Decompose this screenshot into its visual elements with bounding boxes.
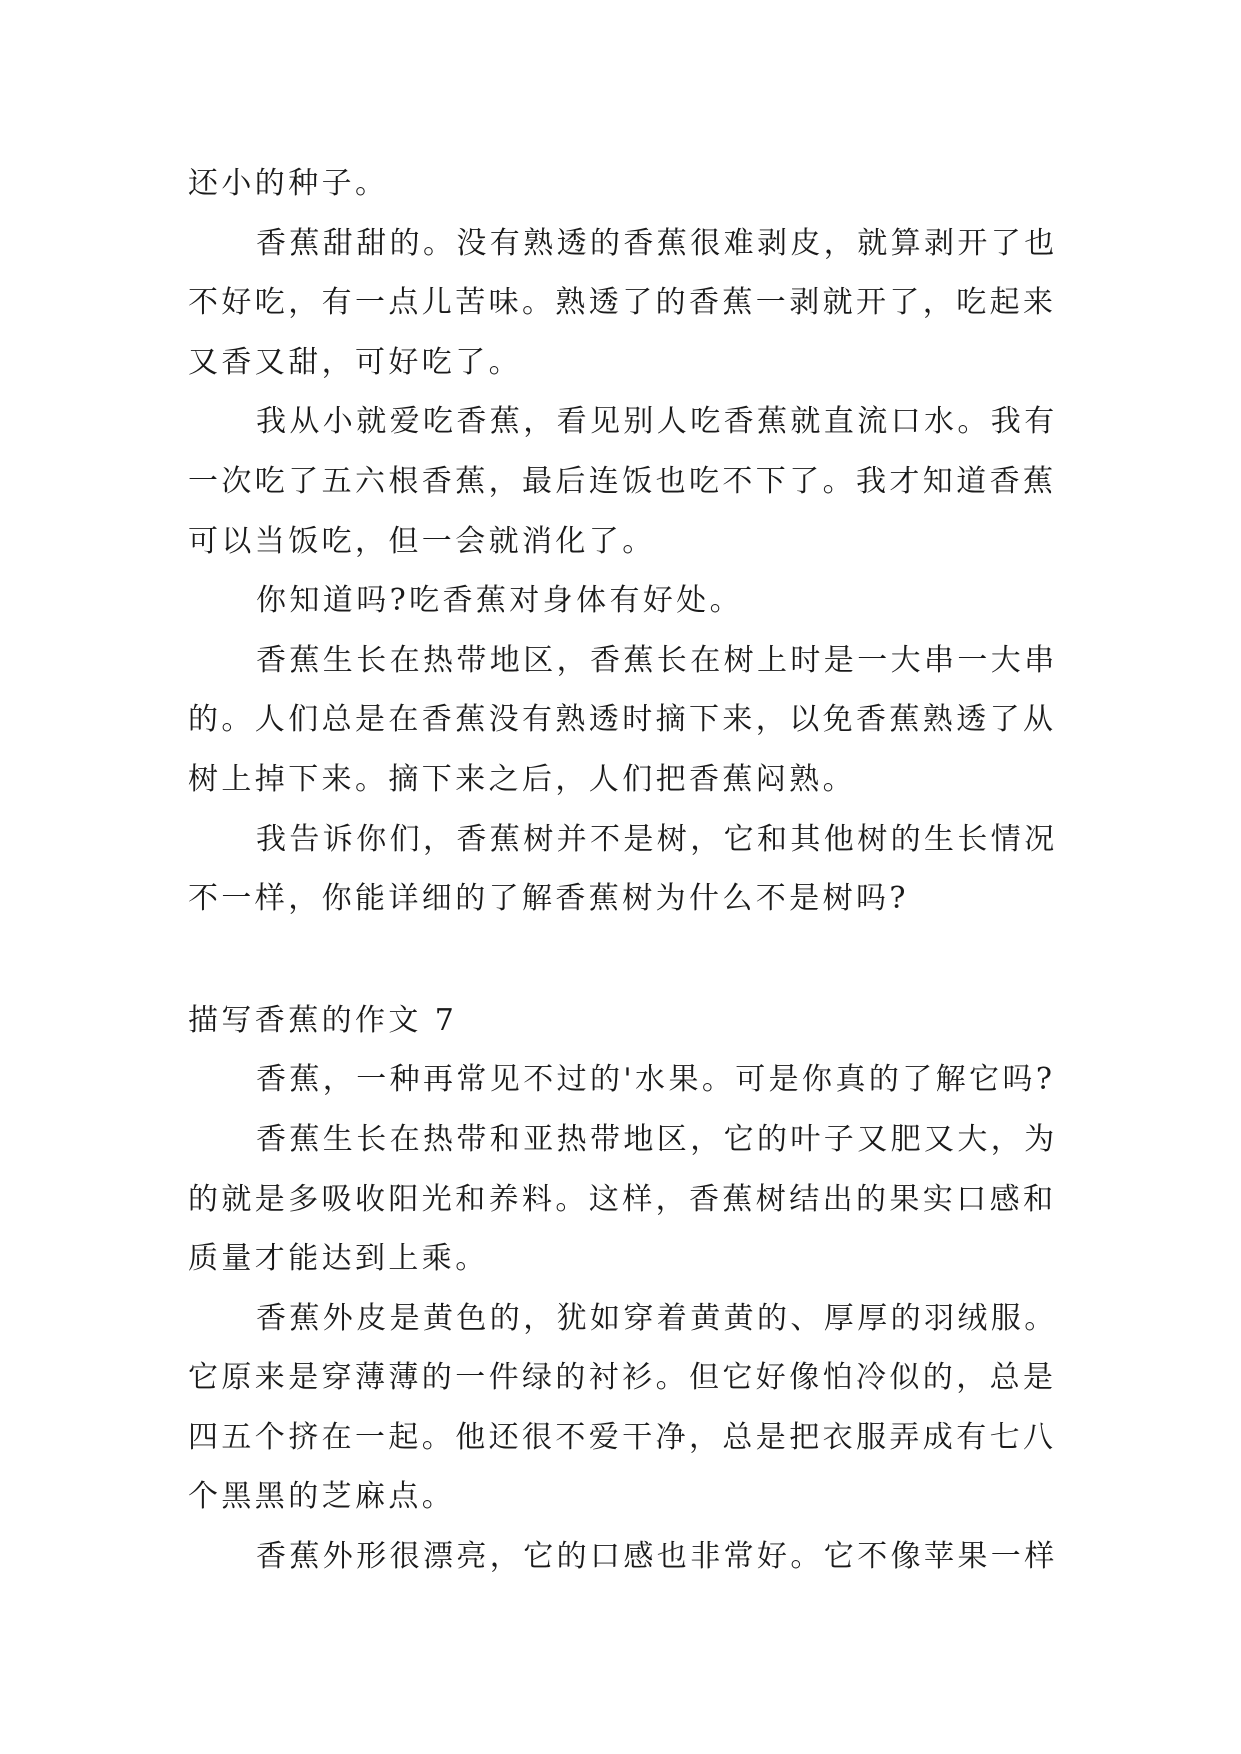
text-line: 一次吃了五六根香蕉，最后连饭也吃不下了。我才知道香蕉 — [188, 463, 1057, 499]
text-line: 香蕉，一种再常见不过的'水果。可是你真的了解它吗? — [256, 1062, 1056, 1098]
text-line: 的就是多吸收阳光和养料。这样，香蕉树结出的果实口感和 — [188, 1181, 1057, 1217]
section-heading: 描写香蕉的作文 7 — [188, 1002, 458, 1038]
text-line: 香蕉外皮是黄色的，犹如穿着黄黄的、厚厚的羽绒服。 — [256, 1300, 1058, 1336]
essay-text — [188, 154, 1058, 1587]
text-line: 不好吃，有一点儿苦味。熟透了的香蕉一剥就开了，吃起来 — [188, 285, 1057, 321]
text-line: 又香又甜，可好吃了。 — [188, 344, 522, 380]
text-line: 你知道吗?吃香蕉对身体有好处。 — [256, 583, 744, 619]
text-line: 个黑黑的芝麻点。 — [188, 1479, 456, 1515]
text-line: 质量才能达到上乘。 — [188, 1241, 489, 1277]
text-line: 它原来是穿薄薄的一件绿的衬衫。但它好像怕冷似的，总是 — [188, 1360, 1057, 1396]
text-line: 树上掉下来。摘下来之后，人们把香蕉闷熟。 — [188, 761, 856, 797]
text-line: 可以当饭吃，但一会就消化了。 — [188, 523, 656, 559]
text-line: 的。人们总是在香蕉没有熟透时摘下来，以免香蕉熟透了从 — [188, 702, 1057, 738]
text-line: 还小的种子。 — [188, 166, 389, 201]
text-line: 不一样，你能详细的了解香蕉树为什么不是树吗? — [188, 881, 909, 917]
text-line: 香蕉甜甜的。没有熟透的香蕉很难剥皮，就算剥开了也 — [256, 225, 1058, 261]
text-line: 我从小就爱吃香蕉，看见别人吃香蕉就直流口水。我有 — [256, 404, 1058, 440]
text-line: 香蕉生长在热带和亚热带地区，它的叶子又肥又大，为 — [256, 1121, 1058, 1157]
text-line: 香蕉外形很漂亮，它的口感也非常好。它不像苹果一样 — [256, 1539, 1058, 1575]
text-line: 四五个挤在一起。他还很不爱干净，总是把衣服弄成有七八 — [188, 1419, 1057, 1455]
blank-line — [188, 929, 1058, 991]
text-line: 香蕉生长在热带地区，香蕉长在树上时是一大串一大串 — [256, 642, 1058, 678]
text-line: 我告诉你们，香蕉树并不是树，它和其他树的生长情况 — [256, 821, 1058, 857]
